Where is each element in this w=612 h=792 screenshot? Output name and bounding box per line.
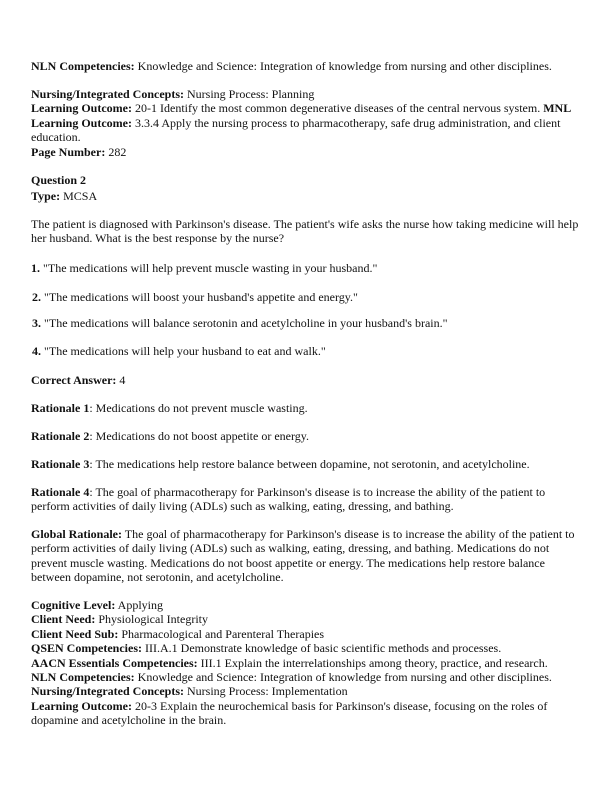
field-label: Correct Answer:: [31, 373, 117, 387]
page-number: [31, 145, 586, 159]
option-3: [32, 316, 587, 330]
field-value: : The medications help restore balance between dopamine, not serotonin, and acetylcholine.: [89, 457, 530, 471]
field-value: Pharmacological and Parenteral Therapies: [118, 626, 325, 641]
aacn-competencies: [31, 656, 586, 670]
question-title: Question 2: [31, 173, 87, 187]
question-stem: The patient is diagnosed with Parkinson's disease. The patient's wife asks the nurse how taking medicine will help her husband. What is the best response by the nurse?: [31, 217, 579, 246]
client-need-sub: [31, 627, 586, 641]
field-value: : Medications do not prevent muscle wasting.: [89, 401, 308, 415]
option-number: 2.: [32, 290, 41, 304]
field-suffix: MNL: [543, 101, 572, 116]
field-value: : The goal of pharmacotherapy for Parkinson's disease is to increase the ability of the patient to perform activities of daily living (ADLs) such as walking, eating, dressing, and bathing.: [31, 485, 546, 514]
field-value: 20-3 Explain the neurochemical basis for Parkinson's disease, focusing on the roles of dopamine and acetylcholine in the brain.: [31, 698, 548, 728]
correct-answer: [31, 373, 586, 387]
field-label: QSEN Competencies:: [31, 641, 142, 656]
field-label: Learning Outcome:: [31, 101, 132, 116]
nln-competencies-2: [31, 670, 586, 684]
field-label: NLN Competencies:: [31, 670, 135, 685]
field-value: Nursing Process: Planning: [184, 87, 315, 101]
field-label: Global Rationale:: [31, 527, 123, 541]
field-label: Learning Outcome:: [31, 698, 132, 713]
field-label: Nursing/Integrated Concepts:: [31, 684, 184, 699]
field-label: Client Need Sub:: [31, 626, 119, 641]
cognitive-level: [31, 598, 586, 612]
field-label: Rationale 1: [31, 401, 90, 415]
field-value: Applying: [115, 598, 163, 612]
field-label: Rationale 4: [31, 485, 90, 499]
learning-outcome-3: [31, 699, 586, 728]
field-label: Nursing/Integrated Concepts:: [31, 87, 184, 101]
rationale-4: [31, 485, 586, 514]
concepts-2: [31, 684, 586, 698]
option-text: "The medications will boost your husband's appetite and energy.": [41, 290, 358, 304]
question-type: MCSA: [60, 189, 98, 204]
option-text: "The medications will balance serotonin and acetylcholine in your husband's brain.": [41, 316, 448, 330]
field-value: Physiological Integrity: [95, 612, 208, 627]
field-label: NLN Competencies:: [31, 59, 135, 73]
option-1: [31, 261, 586, 275]
field-label: Type:: [31, 189, 61, 204]
question-header: [31, 173, 586, 204]
metadata-bottom: [31, 598, 586, 728]
learning-outcome-1: [31, 101, 586, 115]
field-value: Knowledge and Science: Integration of knowledge from nursing and other disciplines.: [134, 59, 552, 73]
option-number: 1.: [31, 261, 40, 275]
option-2: [32, 290, 587, 304]
learning-outcome-2: [31, 116, 586, 145]
client-need: [31, 612, 586, 626]
field-value: Nursing Process: Implementation: [184, 684, 348, 699]
field-value: The goal of pharmacotherapy for Parkinson's disease is to increase the ability of the patient to perform activities of daily living (ADLs) such as walking, eating, dressing, and bathing. Medications do not prevent muscle wasting. Medications do not boost appetite or energy. The medications help restore balance between dopamine, not serotonin, and acetylcholine.: [31, 527, 575, 585]
field-label: Cognitive Level:: [31, 598, 116, 612]
field-value: 4: [116, 373, 126, 387]
field-label: AACN Essentials Competencies:: [31, 655, 198, 670]
field-value: III.1 Explain the interrelationships among theory, practice, and research.: [197, 655, 548, 670]
field-label: Rationale 2: [31, 429, 90, 443]
field-value: Knowledge and Science: Integration of knowledge from nursing and other disciplines.: [134, 670, 552, 685]
option-number: 3.: [32, 316, 41, 330]
option-number: 4.: [32, 344, 41, 358]
metadata-top: [31, 87, 586, 159]
concepts: [31, 87, 586, 101]
rationale-2: [31, 429, 586, 443]
rationale-1: [31, 401, 586, 415]
field-value: 3.3.4 Apply the nursing process to pharmacotherapy, safe drug administration, and client education.: [31, 115, 561, 145]
option-text: "The medications will help prevent muscle wasting in your husband.": [40, 261, 378, 275]
rationale-3: [31, 457, 586, 471]
field-label: Rationale 3: [31, 457, 90, 471]
field-label: Learning Outcome:: [31, 115, 132, 130]
global-rationale: [31, 527, 586, 585]
field-value: 282: [105, 144, 127, 159]
option-4: [32, 344, 587, 358]
qsen-competencies: [31, 641, 586, 655]
field-value: 20-1 Identify the most common degenerative diseases of the central nervous system.: [132, 101, 544, 116]
field-label: Client Need:: [31, 612, 96, 627]
field-value: : Medications do not boost appetite or energy.: [89, 429, 309, 443]
nln-competencies: [31, 59, 586, 73]
field-label: Page Number:: [31, 144, 106, 159]
option-text: "The medications will help your husband to eat and walk.": [41, 344, 326, 358]
field-value: III.A.1 Demonstrate knowledge of basic scientific methods and processes.: [142, 641, 502, 656]
